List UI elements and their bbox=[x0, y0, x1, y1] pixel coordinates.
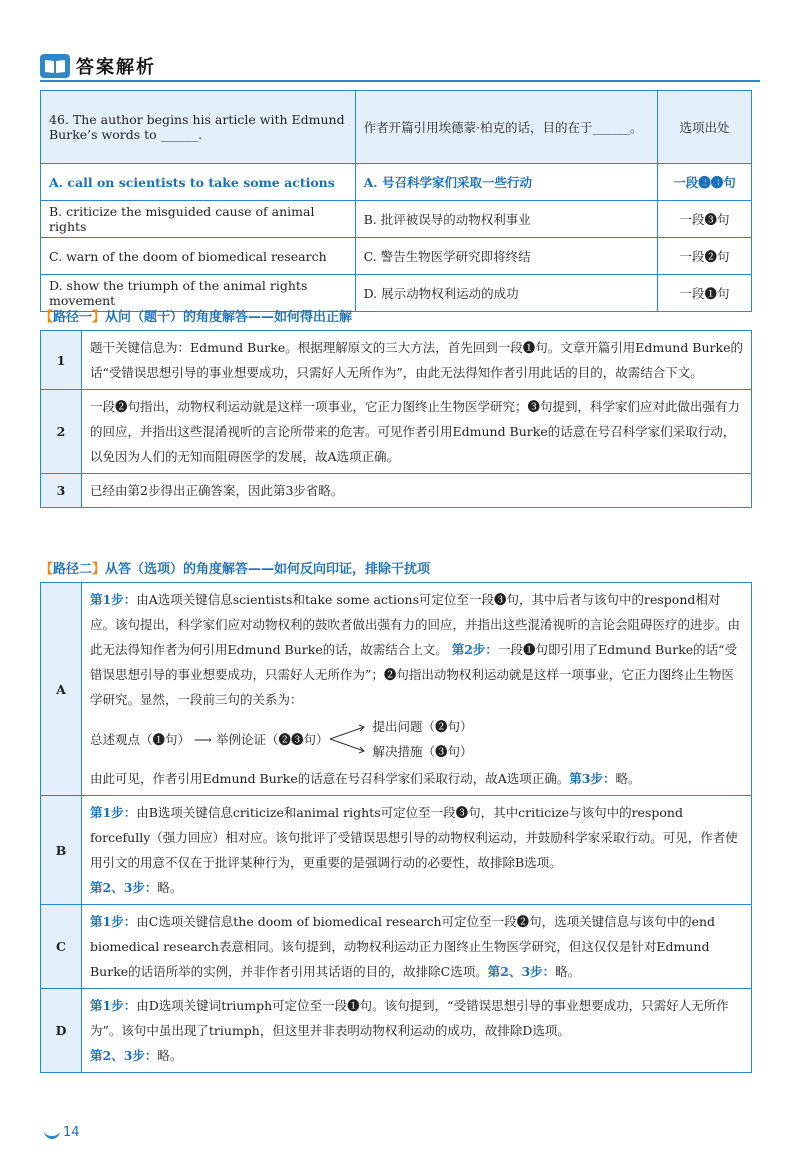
question-row bbox=[41, 91, 752, 164]
arrow-icon: ⟶ bbox=[194, 731, 212, 747]
step-text: 已经由第2步得出正确答案，因此第3步省略。 bbox=[82, 474, 752, 508]
page-footer bbox=[44, 1125, 80, 1140]
flow-node: 举例论证（❷❸句） bbox=[215, 731, 329, 747]
bracket-open: 【 bbox=[40, 310, 54, 325]
step-row bbox=[41, 474, 752, 508]
step-text: 由D选项关键词triumph可定位至一段❶句。该句提到，“受错误思想引导的事业想要成功，只需好人无所作为”。该句中虽出现了triumph，但这里并非表明动物权利运动的成功，故排除D选项。 bbox=[90, 998, 729, 1038]
option-analysis-row bbox=[41, 796, 752, 905]
option-label: C bbox=[41, 905, 82, 989]
option-en: B. criticize the misguided cause of animal rights bbox=[41, 201, 356, 238]
source-header: 选项出处 bbox=[657, 91, 751, 164]
step-label: 第1步： bbox=[90, 805, 137, 820]
option-zh: B. 批评被误导的动物权利事业 bbox=[355, 201, 657, 238]
flow-branches bbox=[372, 714, 472, 764]
conclusion-text: 由此可见，作者引用Edmund Burke的话意在号召科学家们采取行动，故A选项正确。 bbox=[90, 771, 570, 786]
option-en: D. show the triumph of the animal rights movement bbox=[41, 275, 356, 312]
option-source: 一段❸句 bbox=[657, 201, 751, 238]
step-label: 第2、3步： bbox=[487, 964, 556, 979]
step-text: 略。 bbox=[157, 880, 183, 895]
book-icon bbox=[40, 54, 70, 78]
step-label: 第2步： bbox=[451, 642, 498, 657]
section-header bbox=[40, 52, 156, 80]
step-row bbox=[41, 331, 752, 390]
path2-title-text: 从答（选项）的角度解答——如何反向印证，排除干扰项 bbox=[105, 562, 431, 577]
structure-diagram bbox=[90, 714, 743, 764]
step-text: 略。 bbox=[555, 964, 581, 979]
option-analysis-row bbox=[41, 905, 752, 989]
option-en: C. warn of the doom of biomedical research bbox=[41, 238, 356, 275]
analysis-conclusion bbox=[90, 766, 743, 791]
step-text: 一段❷句指出，动物权利运动就是这样一项事业，它正力图终止生物医学研究；❸句提到，科学家们应对此做出强有力的回应，并指出这些混淆视听的言论所带来的危害。可见作者引用Edmund Burke的话意在号召科学家们采取行动，以免因为人们的无知而阻碍医学的发展，故A选项正确。 bbox=[82, 390, 752, 474]
option-label: A bbox=[41, 583, 82, 796]
step-text: 一段❶句即引用了Edmund Burke的话“受错误思想引导的事业想要成功，只需好人无所作为”；❷句指出动物权利运动就是这样一项事业，它正力图终止生物医学研究。显然，一段前三句的关系为： bbox=[90, 642, 738, 707]
question-en: 46. The author begins his article with Edmund Burke’s words to ______. bbox=[41, 91, 356, 164]
option-en: A. call on scientists to take some actions bbox=[41, 164, 356, 201]
step-label: 第1步： bbox=[90, 592, 137, 607]
option-source: 一段❷❸句 bbox=[657, 164, 751, 201]
step-label: 第3步： bbox=[569, 771, 616, 786]
step-label: 第2、3步： bbox=[90, 1048, 158, 1063]
step-text: 由A选项关键信息scientists和take some actions可定位至一段❸句，其中后者与该句中的respond相对应。该句提出，科学家们应对动物权利的鼓吹者做出强有力的回应，并指出这些混淆视听的言论会阻碍医疗的进步。由此无法得知作者为何引用Edmund Burke的话，故需结合上文。 bbox=[90, 592, 741, 657]
option-label: B bbox=[41, 796, 82, 905]
step-text: 由C选项关键信息the doom of biomedical research可定位至一段❷句，选项关键信息与该句中的end biomedical research表意相同。该句提到，动物权利运动正力图终止生物医学研究，但这仅仅是针对Edmund Burke的话语所举的实例，并非作者引用其话语的目的，故排除C选项。 bbox=[90, 914, 716, 979]
question-zh: 作者开篇引用埃德蒙·柏克的话，目的在于______。 bbox=[355, 91, 657, 164]
analysis-text bbox=[90, 587, 743, 712]
option-analysis bbox=[82, 989, 752, 1073]
flow-node: 提出问题（❷句） bbox=[372, 719, 473, 734]
option-source: 一段❶句 bbox=[657, 275, 751, 312]
step-number: 2 bbox=[41, 390, 82, 474]
option-analysis bbox=[82, 905, 752, 989]
step-text: 由B选项关键信息criticize和animal rights可定位至一段❸句，其中criticize与该句中的respond forcefully（强力回应）相对应。该句批评了受错误思想引导的动物权利运动，并鼓励科学家采取行动。可见，作者使用引文的用意不仅在于批评某种行为，更重要的是强调行动的必要性，故排除B选项。 bbox=[90, 805, 738, 870]
step-text: 题干关键信息为：Edmund Burke。根据理解原文的三大方法，首先回到一段❶句。文章开篇引用Edmund Burke的话“受错误思想引导的事业想要成功，只需好人无所作为”，由此无法得知作者引用此话的目的，故需结合下文。 bbox=[82, 331, 752, 390]
option-analysis bbox=[82, 583, 752, 796]
path1-title-text: 从问（题干）的角度解答——如何得出正解 bbox=[105, 310, 353, 325]
option-zh: C. 警告生物医学研究即将终结 bbox=[355, 238, 657, 275]
step-label: 第1步： bbox=[90, 998, 137, 1013]
option-zh: D. 展示动物权利运动的成功 bbox=[355, 275, 657, 312]
option-analysis-row bbox=[41, 583, 752, 796]
option-analysis bbox=[82, 796, 752, 905]
bracket-close: 】 bbox=[92, 562, 106, 577]
path2-label: 路径二 bbox=[53, 562, 93, 577]
branch-arrow-icon bbox=[328, 719, 368, 759]
option-row bbox=[41, 238, 752, 275]
option-label: D bbox=[41, 989, 82, 1073]
step-label: 第1步： bbox=[90, 914, 137, 929]
flow-node: 解决措施（❸句） bbox=[372, 744, 473, 759]
question-table bbox=[40, 90, 752, 312]
bracket-open: 【 bbox=[40, 562, 54, 577]
step-text: 略。 bbox=[157, 1048, 183, 1063]
header-underline bbox=[40, 80, 760, 82]
page-number: 14 bbox=[63, 1125, 80, 1140]
option-analysis-row bbox=[41, 989, 752, 1073]
header-title: 答案解析 bbox=[76, 57, 156, 78]
option-zh: A. 号召科学家们采取一些行动 bbox=[355, 164, 657, 201]
wave-icon bbox=[44, 1126, 60, 1139]
step-row bbox=[41, 390, 752, 474]
bracket-close: 】 bbox=[92, 310, 106, 325]
path1-label: 路径一 bbox=[53, 310, 93, 325]
option-source: 一段❷句 bbox=[657, 238, 751, 275]
path1-table bbox=[40, 330, 752, 508]
path2-title bbox=[40, 558, 430, 577]
path2-table bbox=[40, 582, 752, 1073]
path1-title bbox=[40, 306, 352, 325]
flow-node: 总述观点（❶句） bbox=[90, 731, 191, 747]
step-label: 第2、3步： bbox=[90, 880, 158, 895]
option-row bbox=[41, 201, 752, 238]
step-number: 1 bbox=[41, 331, 82, 390]
step-number: 3 bbox=[41, 474, 82, 508]
step-text: 略。 bbox=[615, 771, 641, 786]
option-row bbox=[41, 164, 752, 201]
